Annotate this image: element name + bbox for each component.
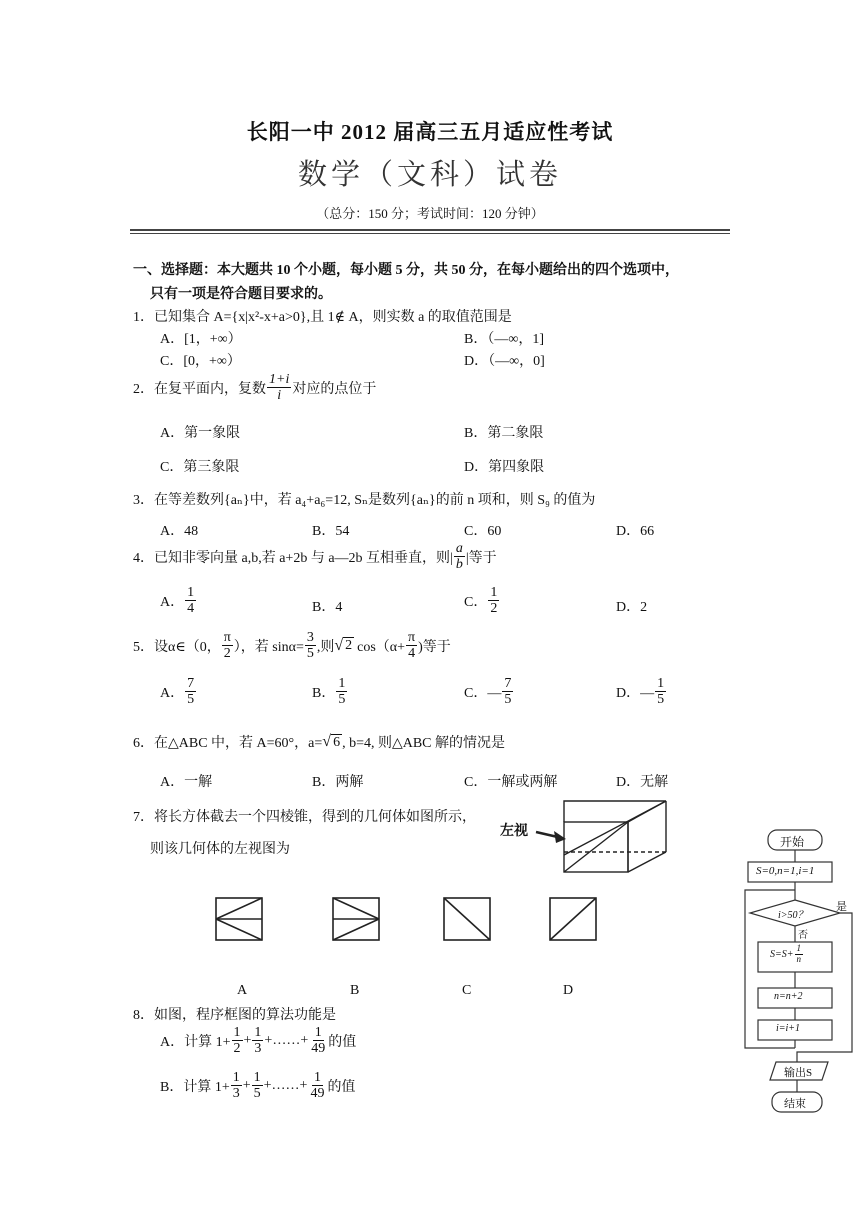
flow-step2-label: n=n+2 bbox=[774, 991, 803, 1002]
q4-fraction: $\frac{a}{b}$ bbox=[455, 541, 463, 573]
q2-option-d: D．第四象限 bbox=[464, 460, 545, 475]
q1-stem: 1．已知集合 A={x|x²-x+a>0},且 1∉ A，则实数 a 的取值范围是 bbox=[133, 310, 512, 325]
q4-option-a: A． $\frac{1}{4}$ bbox=[160, 585, 195, 617]
q1-option-d: D．（—∞，0] bbox=[464, 354, 545, 369]
flow-output-label: 输出S bbox=[784, 1067, 813, 1079]
flow-step3-label: i=i+1 bbox=[776, 1023, 801, 1034]
q6-option-c: C．一解或两解 bbox=[464, 775, 558, 790]
q8-option-b: B．计算 1+ $\frac{1}{3}$ + $\frac{1}{5}$ +……+ $\frac{1}{49}$ 的值 bbox=[160, 1070, 356, 1102]
q6-stem: 6．在△ABC 中，若 A=60°，a= √ 6 , b=4, 则△ABC 解的情况是 bbox=[133, 733, 506, 751]
q4-stem-pre: 4．已知非零向量 a,b,若 a+2b 与 a—2b 互相垂直，则| bbox=[133, 550, 453, 566]
flow-cond-label: i>50？ bbox=[778, 910, 808, 921]
exam-info: （总分：150 分；考试时间：120 分钟） bbox=[316, 206, 544, 221]
q2-option-a: A．第一象限 bbox=[160, 426, 241, 441]
flow-start-label: 开始 bbox=[780, 835, 805, 849]
q6-option-d: D．无解 bbox=[616, 775, 669, 790]
q8-stem: 8．如图，程序框图的算法功能是 bbox=[133, 1008, 336, 1023]
q3-option-c: C．60 bbox=[464, 524, 502, 539]
q1-option-b: B．（—∞，1] bbox=[464, 332, 544, 347]
section-heading-line1: 一、选择题：本大题共 10 个小题，每小题 5 分，共 50 分，在每小题给出的四个选项中， bbox=[133, 263, 679, 278]
q2-option-c: C．第三象限 bbox=[160, 460, 240, 475]
q8-option-a: A．计算 1+ $\frac{1}{2}$ + $\frac{1}{3}$ +……+ $\frac{1}{49}$ 的值 bbox=[160, 1025, 357, 1057]
q5-option-c: C．— $\frac{7}{5}$ bbox=[464, 676, 512, 708]
flow-init-label: S=0,n=1,i=1 bbox=[756, 865, 815, 877]
left-view-label: 左视 bbox=[500, 824, 528, 839]
q2-option-b: B．第二象限 bbox=[464, 426, 544, 441]
view-label-c: C bbox=[462, 983, 472, 998]
flow-no-label: 否 bbox=[798, 930, 808, 941]
q1-option-c: C．[0，+∞） bbox=[160, 354, 241, 369]
q7-stem-line1: 7．将长方体截去一个四棱锥，得到的几何体如图所示， bbox=[133, 810, 476, 825]
q5-stem: 5．设α∈（0， $\frac{\pi}{2}$ ），若 sinα= $\frac{3}{5}$ ,则 √ 2 cos（α+ $\frac{\pi}{4}$ )等于 bbox=[133, 630, 451, 662]
q4-option-c: C． $\frac{1}{2}$ bbox=[464, 585, 498, 617]
q6-option-a: A．一解 bbox=[160, 775, 213, 790]
q6-option-b: B．两解 bbox=[312, 775, 364, 790]
subject-title: 数学（文科）试卷 bbox=[297, 157, 562, 191]
view-label-a: A bbox=[237, 983, 248, 998]
q5-option-b: B． $\frac{1}{5}$ bbox=[312, 676, 346, 708]
flow-step1-label: S=S+ $\frac{1}{n}$ bbox=[770, 943, 801, 964]
flow-end-label: 结束 bbox=[784, 1098, 806, 1110]
q7-stem-line2: 则该几何体的左视图为 bbox=[150, 842, 290, 857]
q3-option-a: A．48 bbox=[160, 524, 199, 539]
q3-option-d: D．66 bbox=[616, 524, 655, 539]
q5-option-d: D．— $\frac{1}{5}$ bbox=[616, 676, 665, 708]
q2-stem-post: 对应的点位于 bbox=[292, 381, 377, 397]
q4-option-d: D．2 bbox=[616, 600, 648, 615]
school-title: 长阳一中 2012 届高三五月适应性考试 bbox=[246, 120, 614, 144]
view-label-d: D bbox=[563, 983, 574, 998]
q5-option-a: A． $\frac{7}{5}$ bbox=[160, 676, 195, 708]
q4-option-b: B．4 bbox=[312, 600, 343, 615]
q2-fraction: $\frac{1+i}{i}$ bbox=[269, 372, 290, 404]
q4-stem-post: |等于 bbox=[465, 550, 497, 566]
section-heading-line2: 只有一项是符合题目要求的。 bbox=[150, 287, 332, 302]
q2-stem-pre: 2．在复平面内，复数 bbox=[133, 381, 266, 397]
flow-yes-label: 是 bbox=[836, 901, 847, 913]
q1-option-a: A．[1，+∞） bbox=[160, 332, 242, 347]
q3-stem: 3．在等差数列{aₙ}中，若 a₄+a₆=12, Sₙ是数列{aₙ}的前 n 项和，则 S₉ 的值为 bbox=[133, 493, 596, 508]
view-label-b: B bbox=[350, 983, 360, 998]
q3-option-b: B．54 bbox=[312, 524, 350, 539]
